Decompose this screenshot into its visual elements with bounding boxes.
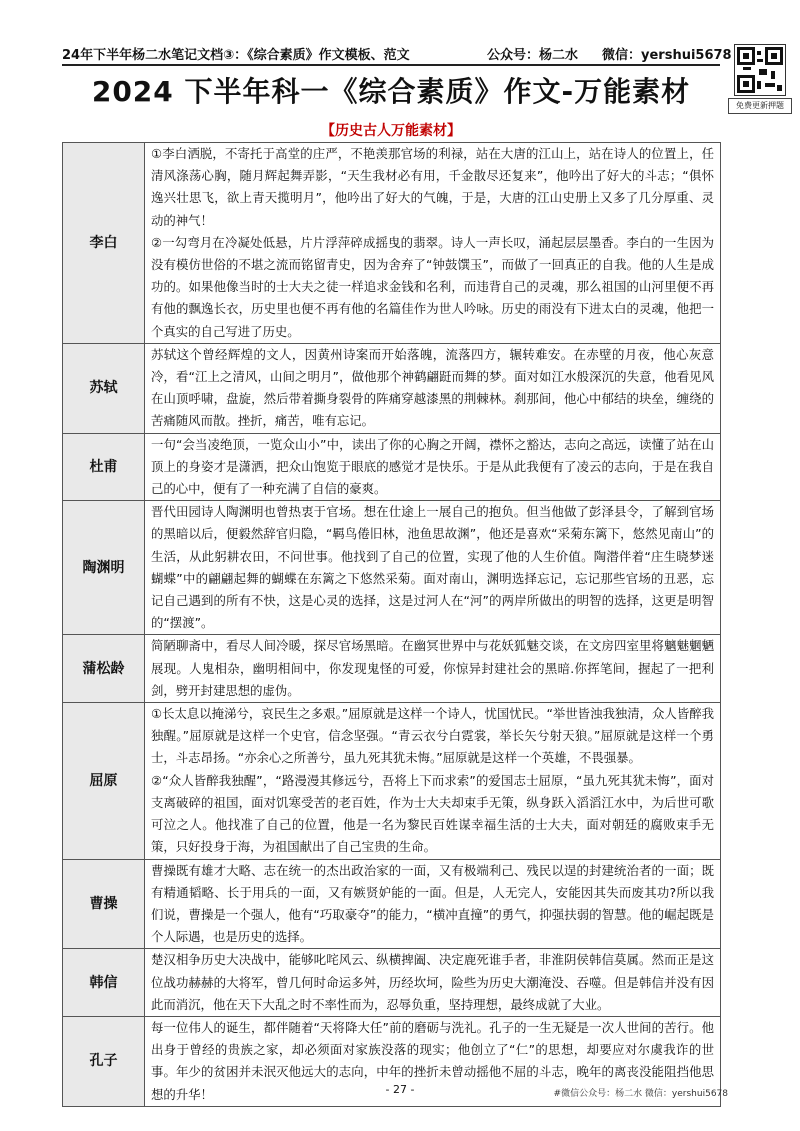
table-row: [63, 343, 721, 433]
footer-note: #微信公众号：杨二水 微信：yershui5678: [553, 1089, 728, 1099]
paragraph: 每一位伟人的诞生，都伴随着“天将降大任”前的磨砺与洗礼。孔子的一生无疑是一次人世间的苦行。他出身于曾经的贵族之家，却必须面对家族没落的现实；他创立了“仁”的思想，却要应对尔虞我诈的世事。年少的贫困并未泯灭他远大的志向，中年的挫折未曾动摇他不屈的斗志，晚年的离丧没能阻挡他思想的升华！: [151, 1019, 714, 1102]
material-text: [145, 343, 721, 433]
material-text: [145, 703, 721, 859]
paragraph: ②一勾弯月在冷凝处低悬，片片浮萍碎成摇曳的翡翠。诗人一声长叹，涌起层层墨香。李白的一生因为没有模仿世俗的不堪之流而铭留青史，因为舍弃了“钟鼓馔玉”，而做了一回真正的自我。他的人生是成功的。如果他像当时的士大夫之徒一样追求金钱和名利，而违背自己的灵魂，那么祖国的山河里便不再有他的飘逸长衣，历史里也便不再有他的名篇佳作为世人吟咏。历史的雨没有下进太白的灵魂，他把一个真实的自己写进了历史。: [151, 234, 714, 339]
table-row: [63, 501, 721, 635]
material-table: [62, 142, 721, 1107]
paragraph: 苏轼这个曾经辉煌的文人，因黄州诗案而开始落魄，流落四方，辗转难安。在赤壁的月夜，他心灰意冷，看“江上之清风，山间之明月”，做他那个神鹤翩跹而舞的梦。面对如江水般深沉的失意，他看见风在山顶呼啸，盘旋，然后带着撕身裂骨的阵痛穿越漆黑的荆棘林。刹那间，他心中郁结的块垒，缠绕的苦痛随风而散。挫折，痛苦，唯有忘记。: [151, 346, 714, 429]
page-header: [62, 34, 732, 66]
paragraph: ①长太息以掩涕兮，哀民生之多艰。”屈原就是这样一个诗人，忧国忧民。“举世皆浊我独清，众人皆醉我独醒。”屈原就是这样一个史官，信念坚强。“青云衣兮白霓裳，举长矢兮射天狼。”屈原就是这样一个勇士，斗志昂扬。“亦余心之所善兮，虽九死其犹未悔。”屈原就是这样一个英雄，不畏强暴。: [151, 706, 714, 766]
paragraph: 曹操既有雄才大略、志在统一的杰出政治家的一面，又有极端利己、残民以逞的封建统治者的一面；既有精通韬略、长于用兵的一面，又有嫉贤妒能的一面。但是，人无完人，安能因其失而废其功?所以我们说，曹操是一个强人，他有“巧取豪夺”的能力，“横冲直撞”的勇气，抑强扶弱的智慧。他的崛起既是个人际遇，也是历史的选择。: [151, 862, 714, 945]
material-text: [145, 143, 721, 344]
table-row: [63, 949, 721, 1017]
person-name: 杜甫: [63, 433, 145, 501]
qr-label: 免费更新押题: [728, 98, 792, 114]
table-row: [63, 703, 721, 859]
page-number: - 27 -: [385, 1083, 415, 1096]
wechat-label: 微信：yershui5678: [602, 48, 732, 63]
person-name: 蒲松龄: [63, 635, 145, 703]
material-text: [145, 859, 721, 949]
person-name: 曹操: [63, 859, 145, 949]
paragraph: 楚汉相争历史大决战中，能够叱咤风云、纵横捭阖、决定鹿死谁手者，非淮阴侯韩信莫属。然而正是这位战功赫赫的大将军，曾几何时命运多舛，历经坎坷，险些为历史大潮淹没、吞噬。但是韩信并没有因此而消沉，他在天下大乱之时不率性而为，忍辱负重，坚持理想，最终成就了大业。: [151, 952, 714, 1012]
account-label: 公众号：杨二水: [487, 48, 579, 63]
person-name: 韩信: [63, 949, 145, 1017]
paragraph: ②“众人皆醉我独醒”，“路漫漫其修远兮，吾将上下而求索”的爱国志士屈原，“虽九死其犹未悔”，面对支离破碎的祖国，面对饥寒受苦的老百姓，作为士大夫却束手无策，纵身跃入滔滔江水中，为后世可歌可泣之人。他找准了自己的位置，他是一名为黎民百姓谋幸福生活的士大夫，面对朝廷的腐败束手无策，只好投身于海，为祖国献出了自己宝贵的生命。: [151, 772, 714, 855]
person-name: 屈原: [63, 703, 145, 859]
person-name: 陶渊明: [63, 501, 145, 635]
material-text: [145, 501, 721, 635]
qr-code-icon: [734, 44, 786, 96]
material-text: [145, 433, 721, 501]
material-text: [145, 635, 721, 703]
paragraph: 一句“会当凌绝顶，一览众山小”中，读出了你的心胸之开阔，襟怀之豁达，志向之高远，读懂了站在山顶上的身姿才是潇洒，把众山饱览于眼底的感觉才是快乐。于是从此我便有了凌云的志向，于是在我自己的心中，便有了一种充满了自信的豪爽。: [151, 436, 714, 497]
table-row: [63, 143, 721, 344]
person-name: 李白: [63, 143, 145, 344]
table-row: [63, 635, 721, 703]
table-row: [63, 859, 721, 949]
person-name: 孔子: [63, 1016, 145, 1106]
page-title: 2024 下半年科一《综合素质》作文-万能素材: [91, 75, 691, 108]
person-name: 苏轼: [63, 343, 145, 433]
table-row: [63, 433, 721, 501]
doc-title: 24年下半年杨二水笔记文档③：《综合素质》作文模板、范文: [62, 48, 410, 63]
paragraph: 简陋聊斋中，看尽人间冷暖，探尽官场黑暗。在幽冥世界中与花妖狐魅交谈，在文房四室里将魑魅魍魉展现。人鬼相杂，幽明相间中，你发现鬼怪的可爱，你惊异封建社会的黑暗.你挥笔间，握起了一把利剑，劈开封建思想的虚伪。: [151, 638, 714, 698]
paragraph: 晋代田园诗人陶渊明也曾热衷于官场。想在仕途上一展自己的抱负。但当他做了彭泽县令，了解到官场的黑暗以后，便毅然辞官归隐，“羁鸟倦旧林，池鱼思故渊”，他还是喜欢“采菊东篱下，悠然见南山”的生活，从此躬耕农田，不问世事。他找到了自己的位置，实现了他的人生价值。陶潜伴着“庄生晓梦迷蝴蝶”中的翩翩起舞的蝴蝶在东篱之下悠然采菊。面对南山，渊明选择忘记，忘记那些官场的丑恶，忘记自己遇到的所有不快，这是心灵的选择，这是过河人在“河”的两岸所做出的明智的选择，这更是明智的“摆渡”。: [151, 504, 714, 631]
section-title: 【历史古人万能素材】: [321, 123, 461, 139]
material-text: [145, 949, 721, 1017]
paragraph: ①李白洒脱，不寄托于高堂的庄严，不艳羡那官场的利禄，站在大唐的江山上，站在诗人的位置上，任清风涤荡心胸，随月辉起舞弄影，“天生我材必有用，千金散尽还复来”，他吟出了好大的斗志；“俱怀逸兴壮思飞，欲上青天揽明月”，他吟出了好大的气魄，于是，大唐的江山史册上又多了几分厚重、灵动的神气！: [151, 146, 714, 228]
